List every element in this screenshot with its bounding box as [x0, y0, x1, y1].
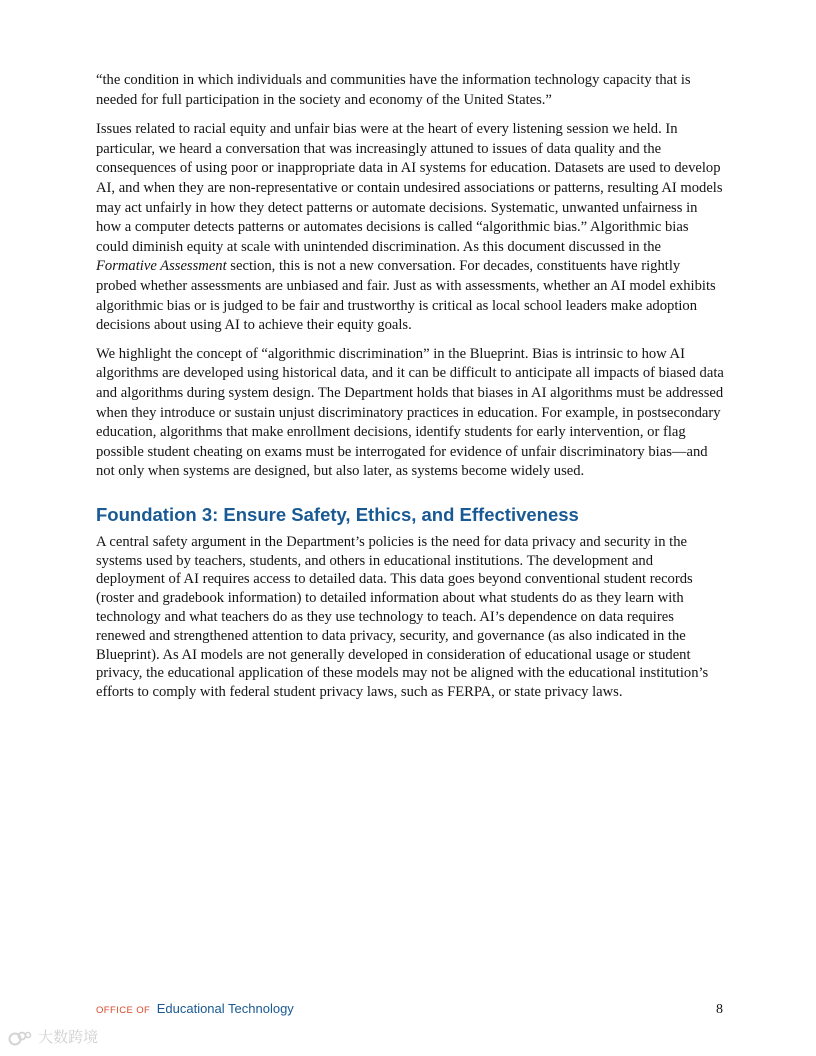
watermark-logo-icon — [8, 1030, 34, 1046]
watermark-text: 大数跨境 — [38, 1029, 99, 1046]
office-label: OFFICE OF — [96, 1005, 151, 1016]
watermark — [8, 1026, 98, 1047]
brand-label: Educational Technology — [156, 1001, 294, 1016]
quote-paragraph: “the condition in which individuals and communities have the information technology capacity that is needed for full participation in the society and economy of the United States.” — [96, 72, 691, 108]
page-number: 8 — [716, 1002, 723, 1017]
office-logo — [96, 1000, 294, 1018]
bias-paragraph-text-2: section, this is not a new conversation. For decades, constituents have rightly probed whether assessments are unbiased and fair. Just as with assessments, whether an AI model exhibits algorithmic bias or is judged to be fair and trustworthy is critical as local school leaders make adoption decisions about using AI to achieve their equity goals. — [96, 258, 716, 334]
document-body — [96, 71, 724, 712]
bias-paragraph-text-1: Issues related to racial equity and unfair bias were at the heart of every listening session we held. In particular, we heard a conversation that was increasingly attuned to issues of data quality and the consequences of using poor or inappropriate data in AI systems for education. Datasets are used to develop AI, and when they are non-representative or contain undesired associations or patterns, resulting AI models may act unfairly in how they detect patterns or automate decisions. Systematic, unwanted unfairness in how a computer detects patterns or automates decisions is called “algorithmic bias.” Algorithmic bias could diminish equity at scale with unintended discrimination. As this document discussed in the — [96, 121, 723, 255]
section-heading: Foundation 3: Ensure Safety, Ethics, and Effectiveness — [96, 503, 579, 525]
bias-paragraph — [96, 120, 724, 336]
algorithmic-discrimination-paragraph: We highlight the concept of “algorithmic discrimination” in the Blueprint. Bias is intrinsic to how AI algorithms are developed using historical data, and it can be difficult to anticipate all impacts of biased data and algorithms during system design. The Department holds that biases in AI algorithms must be addressed when they introduce or sustain unjust discriminatory practices in education. For example, in postsecondary education, algorithms that make enrollment decisions, identify students for early intervention, or flag possible student cheating on exams must be interrogated for evidence of unfair discriminatory bias—and not only when systems are designed, but also later, as systems become widely used. — [96, 345, 724, 480]
safety-paragraph: A central safety argument in the Department’s policies is the need for data privacy and security in the systems used by teachers, students, and others in educational institutions. The development and deployment of AI requires access to detailed data. This data goes beyond conventional student records (roster and gradebook information) to detailed information about what students do as they learn with technology and what teachers do as they use technology to teach. AI’s dependence on data requires renewed and strengthened attention to data privacy, security, and governance (as also indicated in the Blueprint). As AI models are not generally developed in consideration of educational usage or student privacy, the educational application of these models may not be aligned with the educational institution’s efforts to comply with federal student privacy laws, such as FERPA, or state privacy laws. — [96, 533, 709, 701]
formative-assessment-reference: Formative Assessment — [96, 258, 227, 275]
